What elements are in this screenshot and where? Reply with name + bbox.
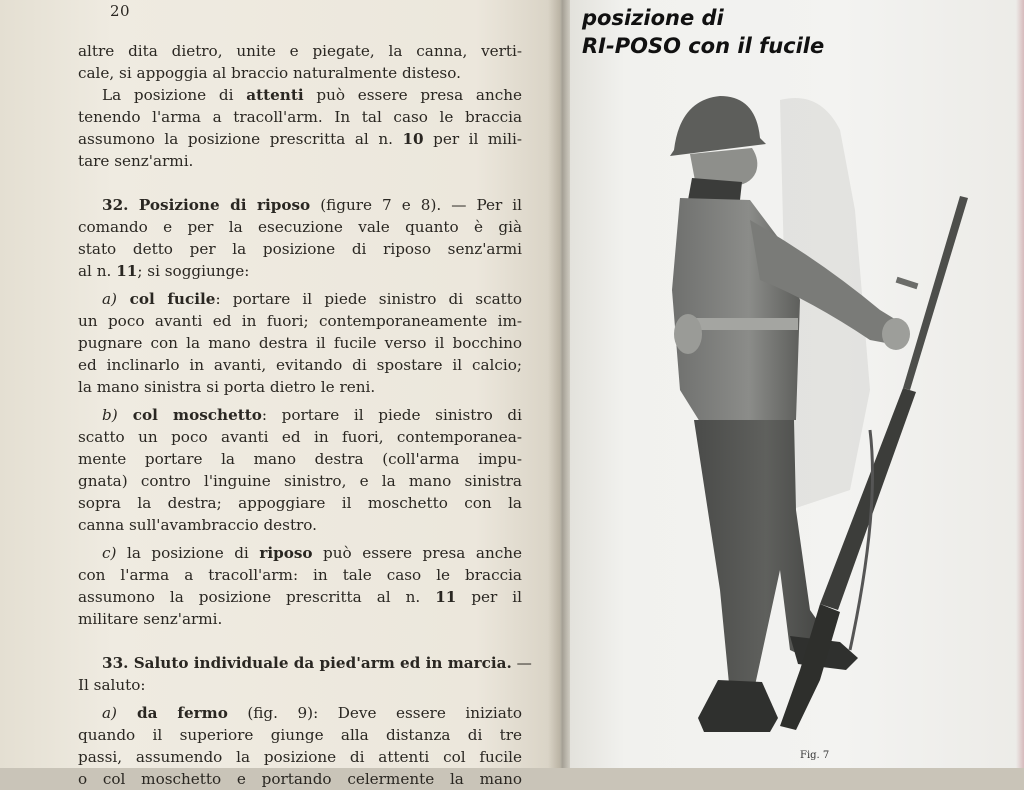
caption-line-2: RI-POSO con il fucile	[582, 34, 825, 58]
text-line: un poco avanti ed in fuori; contemporaneamente im-	[78, 312, 522, 330]
right-page	[570, 0, 1024, 768]
text-line: quando il superiore giunge alla distanza di tre	[78, 726, 522, 744]
item-a-da-fermo: a) da fermo (fig. 9): Deve essere iniziato	[102, 704, 522, 722]
text-line: stato detto per la posizione di riposo senz'armi	[78, 240, 522, 258]
item-c-riposo: c) la posizione di riposo può essere presa anche	[102, 544, 522, 562]
page-text	[78, 40, 532, 790]
text-line: la mano sinistra si porta dietro le reni.	[78, 378, 376, 396]
page-number: 20	[110, 2, 131, 20]
overlay-caption	[582, 4, 824, 60]
helmet-shape	[670, 96, 766, 156]
caption-line-1: posizione di	[582, 6, 724, 30]
text-line: sopra la destra; appoggiare il moschetto con la	[78, 494, 522, 512]
text-line: comando e per la esecuzione vale quanto è già	[78, 218, 522, 236]
text-line: La posizione di attenti può essere presa anche	[102, 86, 522, 104]
text-line: ed inclinarlo in avanti, evitando di spostare il calcio;	[78, 356, 522, 374]
text-line: gnata) contro l'inguine sinistro, e la mano sinistra	[78, 472, 522, 490]
coat-shape	[672, 198, 800, 422]
text-line: pugnare con la mano destra il fucile verso il bocchino	[78, 334, 522, 352]
figure-label: Fig. 7	[800, 750, 830, 761]
text-line: al n. 11; si soggiunge:	[78, 262, 250, 280]
text-line: militare senz'armi.	[78, 610, 223, 628]
page-edge	[1016, 0, 1024, 768]
text-line: con l'arma a tracoll'arm: in tale caso le braccia	[78, 566, 522, 584]
text-line: assumono la posizione prescritta al n. 10 per il mili-	[78, 130, 522, 148]
text-line: tare senz'armi.	[78, 152, 194, 170]
section-heading-33: 33. Saluto individuale da pied'arm ed in marcia. —	[102, 654, 532, 672]
soldier-illustration	[670, 90, 1000, 740]
text-line: canna sull'avambraccio destro.	[78, 516, 318, 534]
text-line: mente portare la mano destra (coll'arma impu-	[78, 450, 522, 468]
text-line: scatto un poco avanti ed in fuori, contemporanea-	[78, 428, 522, 446]
text-line: cale, si appoggia al braccio naturalmente disteso.	[78, 64, 461, 82]
item-a-fucile: a) col fucile: portare il piede sinistro di scatto	[102, 290, 523, 308]
text-line: altre dita dietro, unite e piegate, la canna, verti-	[78, 42, 522, 60]
item-b-moschetto: b) col moschetto: portare il piede sinistro di	[102, 406, 522, 424]
text-line: Il saluto:	[78, 676, 146, 694]
text-line: o col moschetto e portando celermente la mano	[78, 770, 522, 788]
text-line: assumono la posizione prescritta al n. 11 per il	[78, 588, 523, 606]
text-line: passi, assumendo la posizione di attenti col fucile	[78, 748, 522, 766]
text-line: tenendo l'arma a tracoll'arm. In tal caso le braccia	[78, 108, 522, 126]
section-heading-32: 32. Posizione di riposo (figure 7 e 8). — Per il	[102, 196, 522, 214]
bold-term: attenti	[246, 86, 304, 104]
